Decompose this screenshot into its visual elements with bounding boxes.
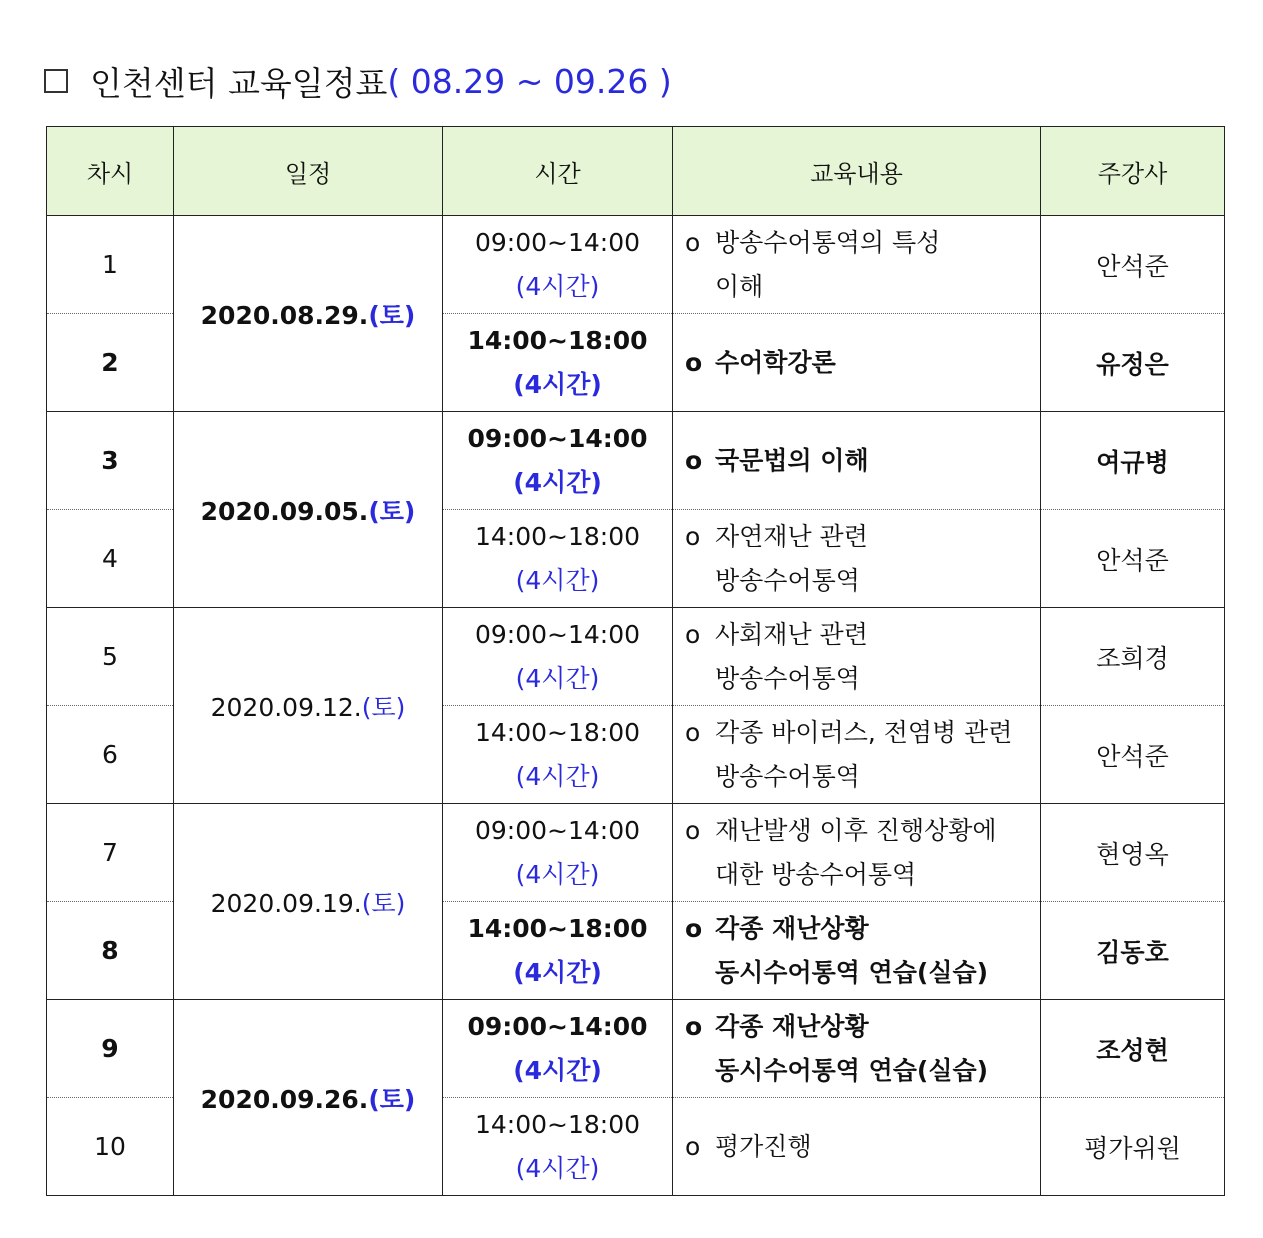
session-time [443, 412, 673, 510]
bullet-marker: o [685, 1131, 701, 1161]
date-weekday: (토) [368, 300, 416, 330]
content-line: 재난발생 이후 진행상황에 [715, 815, 997, 845]
session-content [673, 412, 1041, 510]
session-time [443, 1000, 673, 1098]
header-row [47, 127, 1225, 216]
date-value: 2020.08.29. [200, 300, 369, 330]
content-line: 동시수어통역 연습(실습) [715, 1055, 989, 1085]
content-line: 사회재난 관련 [715, 619, 868, 649]
bullet-marker: o [685, 521, 701, 551]
session-content [673, 608, 1041, 706]
title-main: 인천센터 교육일정표 [90, 63, 388, 103]
content-line: 방송수어통역 [715, 761, 860, 791]
session-number: 4 [47, 510, 174, 608]
time-range: 09:00~14:00 [474, 619, 641, 649]
time-duration: (4시간) [513, 467, 602, 497]
time-range: 14:00~18:00 [474, 521, 641, 551]
lecturer-name: 평가위원 [1041, 1098, 1225, 1196]
date-value: 2020.09.19. [210, 888, 362, 918]
lecturer-name: 안석준 [1041, 216, 1225, 314]
session-time [443, 804, 673, 902]
time-duration: (4시간) [515, 1153, 600, 1183]
header-date: 일정 [174, 127, 443, 216]
session-number: 5 [47, 608, 174, 706]
lecturer-name: 김동호 [1041, 902, 1225, 1000]
bullet-marker: o [685, 227, 701, 257]
session-time [443, 314, 673, 412]
time-duration: (4시간) [515, 663, 600, 693]
lecturer-name: 조성현 [1041, 1000, 1225, 1098]
content-line: 수어학강론 [715, 347, 836, 377]
checkbox-square-icon [44, 69, 68, 93]
lecturer-name: 안석준 [1041, 706, 1225, 804]
bullet-marker: o [685, 815, 701, 845]
header-time: 시간 [443, 127, 673, 216]
content-line: 각종 바이러스, 전염병 관련 [715, 717, 1013, 747]
table-row [47, 216, 1225, 314]
session-content [673, 216, 1041, 314]
schedule-date [174, 608, 443, 804]
content-line: 방송수어통역 [715, 663, 860, 693]
content-line: 각종 재난상황 [715, 1011, 869, 1041]
bullet-marker: o [685, 913, 703, 943]
lecturer-name: 여규병 [1041, 412, 1225, 510]
session-content [673, 1000, 1041, 1098]
time-range: 09:00~14:00 [467, 1011, 648, 1041]
bullet-marker: o [685, 1011, 703, 1041]
session-number: 2 [47, 314, 174, 412]
time-range: 14:00~18:00 [467, 913, 648, 943]
table-row [47, 412, 1225, 510]
time-duration: (4시간) [513, 1055, 602, 1085]
time-range: 09:00~14:00 [467, 423, 648, 453]
header-lecturer: 주강사 [1041, 127, 1225, 216]
bullet-marker: o [685, 445, 703, 475]
session-time [443, 902, 673, 1000]
time-duration: (4시간) [515, 761, 600, 791]
session-time [443, 510, 673, 608]
time-duration: (4시간) [513, 369, 602, 399]
content-line: 이해 [715, 271, 764, 301]
session-content [673, 804, 1041, 902]
session-number: 10 [47, 1098, 174, 1196]
schedule-table [46, 126, 1225, 1196]
date-weekday: (토) [361, 888, 406, 918]
session-time [443, 706, 673, 804]
time-duration: (4시간) [515, 859, 600, 889]
lecturer-name: 조희경 [1041, 608, 1225, 706]
session-number: 1 [47, 216, 174, 314]
schedule-date [174, 804, 443, 1000]
session-number: 3 [47, 412, 174, 510]
date-value: 2020.09.12. [210, 692, 362, 722]
time-range: 09:00~14:00 [474, 227, 641, 257]
content-line: 국문법의 이해 [715, 445, 869, 475]
header-session: 차시 [47, 127, 174, 216]
session-time [443, 216, 673, 314]
date-weekday: (토) [368, 496, 416, 526]
content-line: 각종 재난상황 [715, 913, 869, 943]
date-weekday: (토) [361, 692, 406, 722]
session-number: 9 [47, 1000, 174, 1098]
table-row [47, 1000, 1225, 1098]
table-row [47, 608, 1225, 706]
schedule-date [174, 412, 443, 608]
date-weekday: (토) [368, 1084, 416, 1114]
content-line: 방송수어통역의 특성 [715, 227, 941, 257]
session-time [443, 608, 673, 706]
session-time [443, 1098, 673, 1196]
session-content [673, 314, 1041, 412]
session-content [673, 706, 1041, 804]
title-date-range: ( 08.29 ~ 09.26 ) [387, 61, 672, 101]
session-content [673, 1098, 1041, 1196]
time-range: 14:00~18:00 [467, 325, 648, 355]
time-range: 09:00~14:00 [474, 815, 641, 845]
lecturer-name: 현영옥 [1041, 804, 1225, 902]
session-number: 6 [47, 706, 174, 804]
date-value: 2020.09.26. [200, 1084, 369, 1114]
time-range: 14:00~18:00 [474, 717, 641, 747]
lecturer-name: 안석준 [1041, 510, 1225, 608]
session-number: 8 [47, 902, 174, 1000]
session-content [673, 902, 1041, 1000]
content-line: 자연재난 관련 [715, 521, 868, 551]
date-value: 2020.09.05. [200, 496, 369, 526]
time-range: 14:00~18:00 [474, 1109, 641, 1139]
content-line: 동시수어통역 연습(실습) [715, 957, 989, 987]
schedule-date [174, 1000, 443, 1196]
schedule-date [174, 216, 443, 412]
page-title [44, 58, 672, 104]
time-duration: (4시간) [515, 271, 600, 301]
bullet-marker: o [685, 347, 703, 377]
content-line: 방송수어통역 [715, 565, 860, 595]
session-number: 7 [47, 804, 174, 902]
content-line: 대한 방송수어통역 [715, 859, 917, 889]
session-content [673, 510, 1041, 608]
time-duration: (4시간) [513, 957, 602, 987]
time-duration: (4시간) [515, 565, 600, 595]
bullet-marker: o [685, 717, 701, 747]
header-content: 교육내용 [673, 127, 1041, 216]
table-row [47, 804, 1225, 902]
content-line: 평가진행 [715, 1131, 812, 1161]
lecturer-name: 유정은 [1041, 314, 1225, 412]
bullet-marker: o [685, 619, 701, 649]
